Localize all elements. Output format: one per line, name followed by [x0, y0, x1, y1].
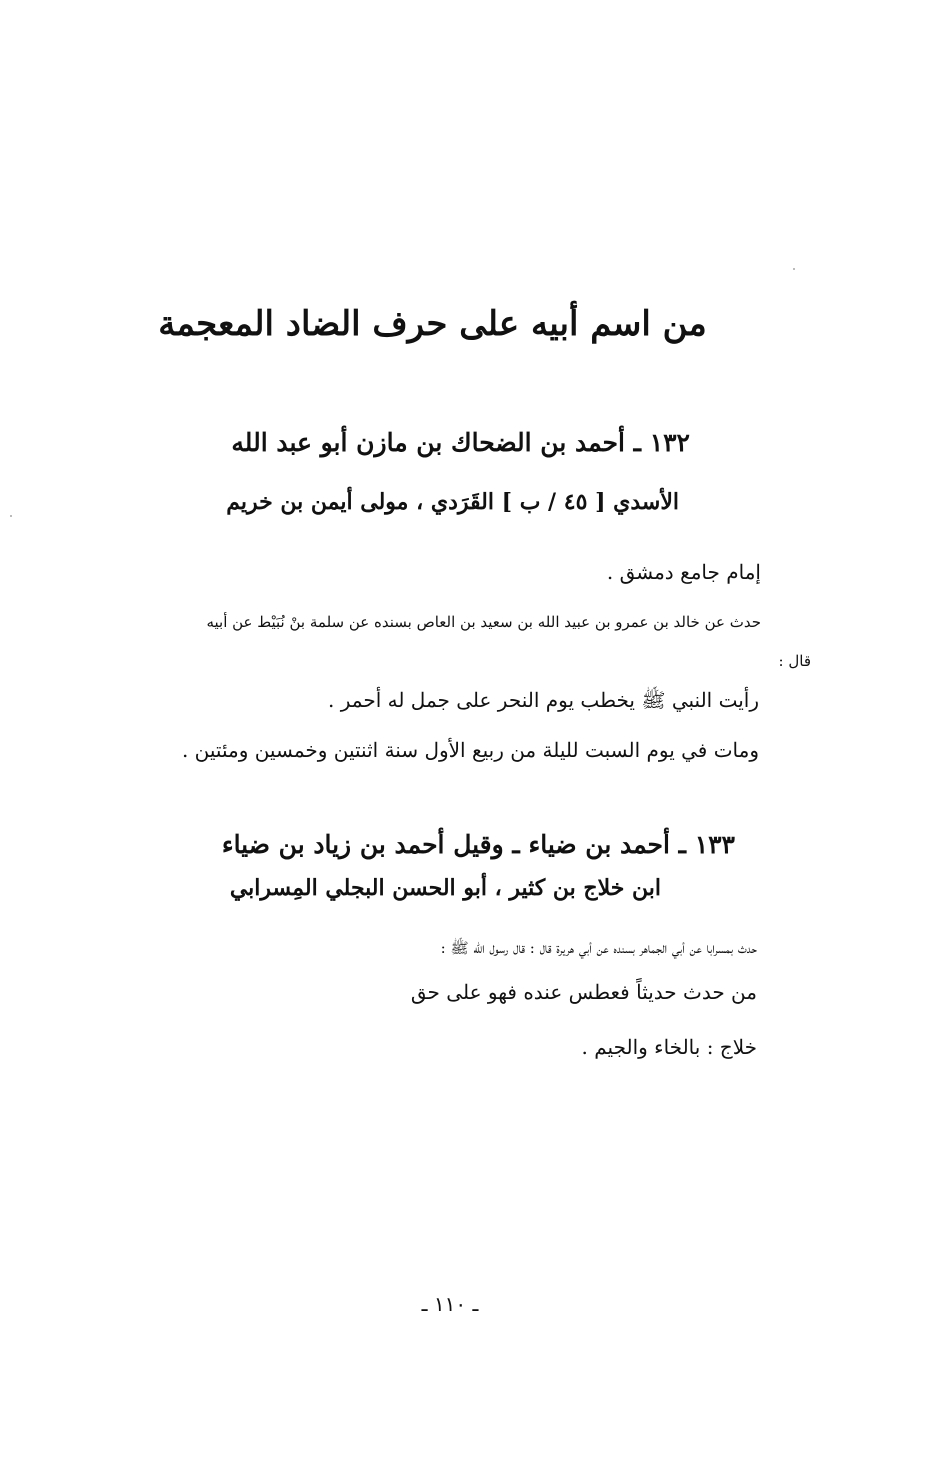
entry-133-paragraph-note: خلاج : بالخاء والجيم .: [581, 1035, 757, 1059]
entry-132-qal: قال :: [778, 652, 811, 670]
entry-132-paragraph-death: ومات في يوم السبت لليلة من ربيع الأول سنة اثنتين وخمسين ومئتين .: [181, 738, 759, 762]
entry-133-paragraph-hadith: من حدث حديثاً فعطس عنده فهو على حق: [410, 980, 757, 1004]
entry-132-paragraph-imam: إمام جامع دمشق .: [606, 560, 761, 584]
entry-133-heading: ١٣٣ ـ أحمد بن ضياء ـ وقيل أحمد بن زياد بن ضياء: [221, 830, 735, 859]
entry-132-paragraph-isnad: حدث عن خالد بن عمرو بن عبيد الله بن سعيد بن العاص بسنده عن سلمة بنْ نُبَيْط عن أبيه: [206, 613, 761, 631]
section-title: من اسم أبيه على حرف الضاد المعجمة: [158, 304, 707, 344]
entry-133-paragraph-isnad: حدث بمسرابا عن أبي الجماهر بسنده عن أبي هريرة قال : قال رسول الله ﷺ :: [440, 939, 757, 957]
scan-speck: [793, 268, 795, 270]
entry-132-heading: ١٣٢ ـ أحمد بن الضحاك بن مازن أبو عبد الله: [231, 428, 690, 457]
entry-132-heading-continued: الأسدي [ ٤٥ / ب ] القَرَدي ، مولى أيمن بن خريم: [226, 489, 679, 515]
entry-133-heading-continued: ابن خلاج بن كثير ، أبو الحسن البجلي المِسرابي: [229, 875, 661, 901]
scan-speck: [10, 515, 12, 517]
entry-132-paragraph-hadith: رأيت النبي ﷺ يخطب يوم النحر على جمل له أحمر .: [328, 688, 759, 712]
page-number: ـ ١١٠ ـ: [421, 1292, 479, 1316]
